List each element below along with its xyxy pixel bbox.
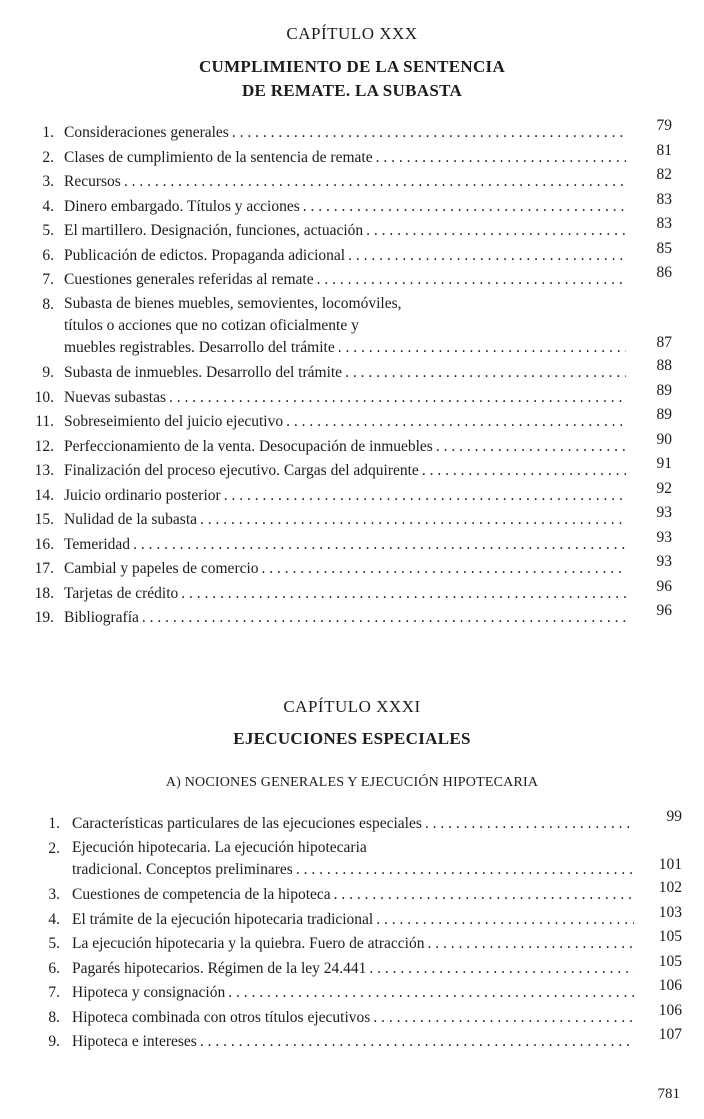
toc-entry-number: 4.: [48, 910, 60, 928]
dot-leader: [224, 484, 626, 509]
toc-entry: [0, 952, 704, 982]
dot-leader: [376, 146, 626, 171]
toc-entry-number: 3.: [42, 173, 54, 190]
toc-entry: [0, 166, 704, 195]
toc-entry-title-line: Hipoteca e intereses: [72, 1033, 197, 1050]
dot-leader: [422, 459, 626, 484]
toc-entry-page: 106: [658, 977, 682, 994]
toc-entry-title-line: Pagarés hipotecarios. Régimen de la ley 24.441: [72, 959, 367, 977]
toc-entry-number: 4.: [42, 197, 54, 215]
toc-entry-page: 106: [658, 1001, 682, 1019]
toc-entry-number: 17.: [34, 560, 54, 577]
chapter-31-title: EJECUCIONES ESPECIALES: [233, 729, 471, 748]
toc-entry-title-line: muebles registrables. Desarrollo del trámite: [64, 338, 335, 356]
toc-entry-title: [64, 533, 630, 558]
toc-entry-page: 91: [656, 455, 672, 472]
toc-entry-page: 96: [656, 577, 672, 595]
toc-entry: [0, 215, 704, 244]
dot-leader: [348, 244, 626, 269]
toc-entry: [0, 528, 704, 558]
toc-entry-title: [64, 435, 630, 460]
toc-entry-page: 89: [656, 406, 672, 423]
dot-leader: [169, 386, 626, 411]
toc-entry-title-line: Tarjetas de crédito: [64, 584, 179, 602]
toc-entry-page: 90: [656, 430, 672, 448]
toc-entry-number: 1.: [48, 815, 60, 832]
toc-entry-number: 16.: [34, 535, 54, 553]
toc-entry-number: 15.: [34, 511, 54, 528]
dot-leader: [200, 1030, 634, 1055]
toc-entry-title: [64, 195, 630, 220]
toc-entry: [0, 406, 704, 435]
toc-entry-page: 93: [656, 504, 672, 521]
toc-entry-title-line: Finalización del proceso ejecutivo. Cargas del adquirente: [64, 462, 419, 479]
dot-leader: [303, 195, 626, 220]
toc-entry: [0, 1001, 704, 1031]
toc-entry: [0, 879, 704, 908]
toc-entry-page: 87: [656, 333, 672, 351]
toc-entry-title: [64, 410, 630, 435]
toc-entry-title-line: tradicional. Conceptos preliminares: [72, 860, 293, 878]
toc-entry: [0, 357, 704, 386]
toc-entry: [0, 504, 704, 533]
toc-entry-title-line: Subasta de inmuebles. Desarrollo del trámite: [64, 364, 343, 381]
toc-entry-title-line: Bibliografía: [64, 609, 139, 626]
toc-entry-title-line: Cuestiones generales referidas al remate: [64, 271, 314, 288]
toc-entry-title: [64, 146, 630, 171]
toc-entry-page: 93: [656, 528, 672, 546]
dot-leader: [232, 121, 626, 146]
chapter-30-label: CAPÍTULO XXX: [286, 24, 418, 43]
dot-leader: [317, 268, 626, 293]
toc-entry-title: [72, 837, 638, 881]
dot-leader: [366, 219, 626, 244]
toc-entry-title: [64, 268, 630, 293]
toc-entry-page: 101: [658, 855, 682, 873]
toc-entry-title: [72, 908, 638, 933]
dot-leader: [427, 932, 634, 957]
toc-entry: [0, 977, 704, 1006]
dot-leader: [376, 908, 634, 933]
toc-entry-title-line: títulos o acciones que no cotizan oficialmente y: [64, 316, 359, 334]
toc-entry: [0, 553, 704, 582]
toc-entry-title-line: Consideraciones generales: [64, 124, 229, 141]
toc-entry-number: 6.: [42, 246, 54, 264]
toc-entry-title: [64, 170, 630, 195]
chapter-30-title-line-1: CUMPLIMIENTO DE LA SENTENCIA: [198, 57, 506, 76]
toc-entry-title: [64, 244, 630, 269]
dot-leader: [286, 410, 626, 435]
toc-entry-title: [72, 883, 638, 908]
toc-entry-title-line: Recursos: [64, 173, 121, 190]
toc-entry-page: 105: [658, 952, 682, 970]
toc-entry-title-line: Nuevas subastas: [64, 388, 167, 406]
toc-entry-page: 105: [658, 928, 682, 945]
toc-entry-page: 83: [656, 190, 672, 208]
chapter-31-section-heading: A) NOCIONES GENERALES Y EJECUCIÓN HIPOTECARIA: [165, 775, 539, 790]
toc-entry-title: [64, 484, 630, 509]
dot-leader: [369, 957, 634, 982]
toc-entry-number: 5.: [48, 935, 60, 952]
dot-leader: [296, 859, 634, 881]
toc-entry-page: 82: [656, 166, 672, 183]
toc-entry: [0, 479, 704, 509]
toc-entry: [0, 190, 704, 220]
toc-entry-number: 11.: [35, 413, 54, 430]
toc-entry-title-line: Características particulares de las ejecuciones especiales: [72, 815, 422, 832]
toc-entry-title-line: Subasta de bienes muebles, semovientes, locomóviles,: [64, 294, 402, 312]
toc-entry-number: 3.: [48, 886, 60, 903]
toc-entry-number: 8.: [42, 295, 54, 313]
chapter-30-title-line-2: DE REMATE. LA SUBASTA: [241, 81, 463, 100]
toc-entry-title: [72, 812, 638, 837]
toc-entry: [0, 928, 704, 957]
toc-entry-title: [64, 386, 630, 411]
toc-entry-number: 9.: [42, 364, 54, 381]
toc-entry-title-line: El martillero. Designación, funciones, actuación: [64, 222, 364, 239]
dot-leader: [124, 170, 626, 195]
toc-entry-number: 18.: [34, 584, 54, 602]
toc-entry: [0, 293, 704, 362]
chapter-30-table-of-contents: [0, 117, 704, 631]
toc-entry-page: 107: [658, 1026, 682, 1043]
toc-entry-number: 9.: [48, 1033, 60, 1050]
toc-entry-title: [72, 932, 638, 957]
toc-entry: [0, 264, 704, 293]
toc-entry-title-line: Hipoteca y consignación: [72, 984, 226, 1001]
toc-entry-title-line: Cuestiones de competencia de la hipoteca: [72, 886, 331, 903]
dot-leader: [181, 582, 626, 607]
toc-entry-page: 79: [656, 117, 672, 134]
toc-entry-page: 93: [656, 553, 672, 570]
toc-entry-title-line: Publicación de edictos. Propaganda adicional: [64, 246, 346, 264]
toc-entry-title: [72, 1030, 638, 1055]
toc-entry-title: [72, 981, 638, 1006]
dot-leader: [345, 361, 626, 386]
toc-entry-title-line: Hipoteca combinada con otros títulos ejecutivos: [72, 1008, 371, 1026]
dot-leader: [334, 883, 634, 908]
toc-entry-title: [64, 219, 630, 244]
dot-leader: [228, 981, 634, 1006]
toc-entry: [0, 1026, 704, 1055]
dot-leader: [142, 606, 626, 631]
dot-leader: [373, 1006, 634, 1031]
chapter-31-label: CAPÍTULO XXXI: [283, 697, 421, 716]
toc-entry: [0, 239, 704, 269]
toc-entry-page: 103: [658, 903, 682, 921]
page-number: 781: [657, 1086, 680, 1102]
toc-entry: [0, 117, 704, 146]
toc-entry-title: [72, 1006, 638, 1031]
toc-entry-title: [64, 361, 630, 386]
toc-entry: [0, 430, 704, 460]
toc-entry-title-line: Temeridad: [64, 535, 131, 553]
toc-entry-number: 14.: [34, 486, 54, 504]
toc-entry-number: 13.: [34, 462, 54, 479]
toc-entry-title-line: Ejecución hipotecaria. La ejecución hipotecaria: [72, 838, 367, 856]
toc-entry-title-line: Clases de cumplimiento de la sentencia de remate: [64, 148, 373, 166]
toc-entry-title-line: Nulidad de la subasta: [64, 511, 198, 528]
toc-entry-title-line: El trámite de la ejecución hipotecaria tradicional: [72, 910, 374, 928]
toc-entry-number: 7.: [42, 271, 54, 288]
toc-entry-page: 99: [666, 808, 682, 825]
toc-entry-number: 1.: [42, 124, 54, 141]
toc-entry-number: 10.: [34, 388, 54, 406]
dot-leader: [200, 508, 626, 533]
toc-entry-title: [64, 508, 630, 533]
toc-entry-page: 86: [656, 264, 672, 281]
dot-leader: [425, 812, 634, 837]
toc-entry-title: [64, 582, 630, 607]
toc-entry-title-line: Juicio ordinario posterior: [64, 486, 221, 504]
dot-leader: [338, 337, 626, 359]
toc-entry-number: 2.: [42, 148, 54, 166]
toc-entry: [0, 455, 704, 484]
toc-entry-number: 7.: [48, 984, 60, 1001]
toc-entry-page: 81: [656, 141, 672, 159]
dot-leader: [262, 557, 626, 582]
toc-entry-page: 85: [656, 239, 672, 257]
toc-entry: [0, 903, 704, 933]
toc-entry-title-line: Sobreseimiento del juicio ejecutivo: [64, 413, 284, 430]
toc-entry: [0, 381, 704, 411]
toc-entry-title-line: Cambial y papeles de comercio: [64, 560, 259, 577]
toc-entry-number: 12.: [34, 437, 54, 455]
dot-leader: [436, 435, 626, 460]
toc-entry-page: 92: [656, 479, 672, 497]
toc-entry: [0, 141, 704, 171]
toc-entry-title-line: Perfeccionamiento de la venta. Desocupación de inmuebles: [64, 437, 433, 455]
toc-entry-number: 2.: [48, 839, 60, 857]
toc-entry-number: 8.: [48, 1008, 60, 1026]
toc-entry: [0, 602, 704, 631]
dot-leader: [133, 533, 626, 558]
toc-entry-number: 5.: [42, 222, 54, 239]
toc-entry-page: 102: [658, 879, 682, 896]
toc-entry-page: 89: [656, 381, 672, 399]
chapter-31-table-of-contents: [0, 808, 704, 1055]
toc-entry: [0, 837, 704, 884]
toc-entry-page: 83: [656, 215, 672, 232]
toc-entry: [0, 808, 704, 837]
toc-entry-page: 88: [656, 357, 672, 374]
toc-entry-number: 6.: [48, 959, 60, 977]
toc-entry-title: [64, 293, 630, 359]
toc-entry-title: [64, 606, 630, 631]
toc-entry-number: 19.: [34, 609, 54, 626]
toc-entry-page: 96: [656, 602, 672, 619]
toc-entry-title-line: La ejecución hipotecaria y la quiebra. Fuero de atracción: [72, 935, 425, 952]
toc-entry-title: [72, 957, 638, 982]
toc-entry-title: [64, 459, 630, 484]
toc-entry-title-line: Dinero embargado. Títulos y acciones: [64, 197, 300, 215]
toc-entry: [0, 577, 704, 607]
toc-entry-title: [64, 121, 630, 146]
toc-entry-title: [64, 557, 630, 582]
